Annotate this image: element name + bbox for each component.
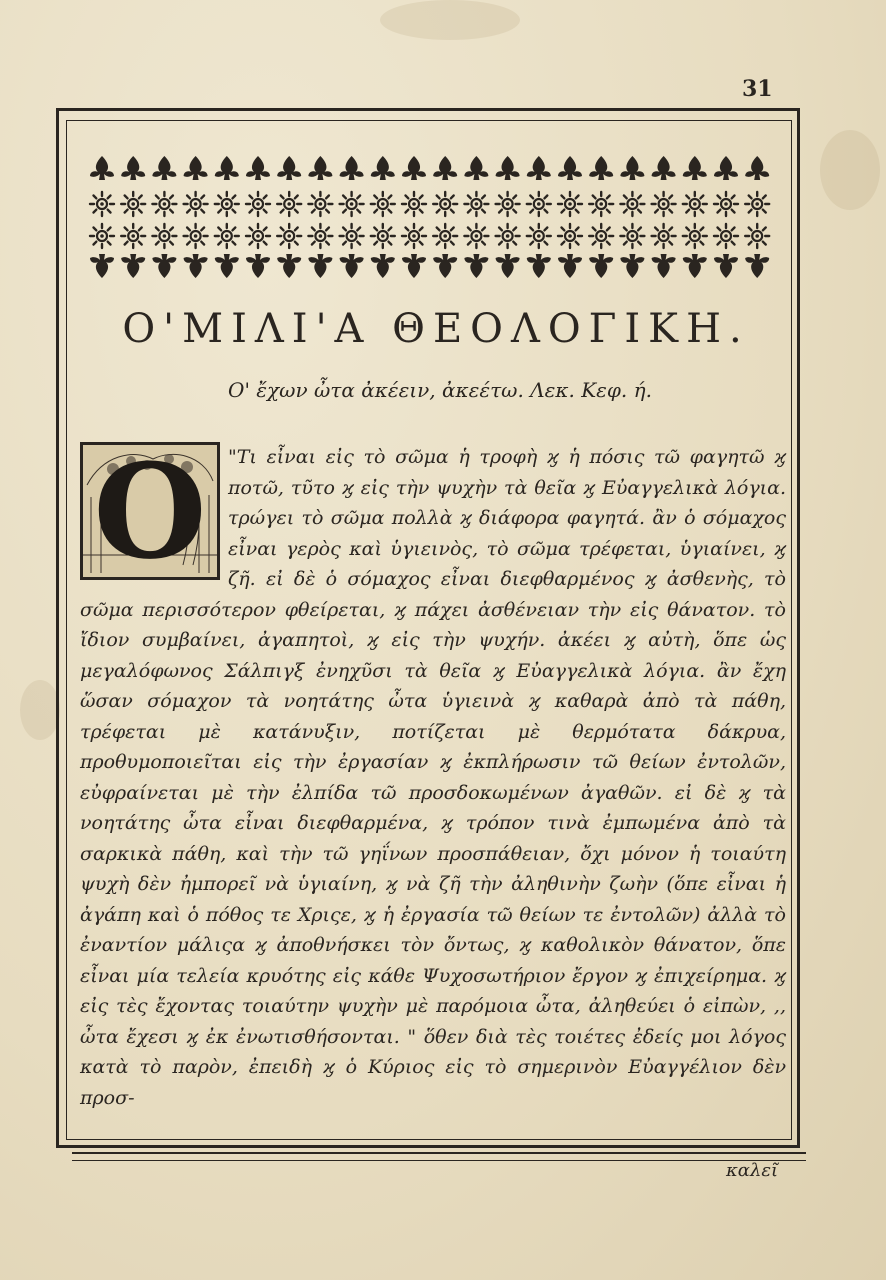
rosette-icon [246, 192, 270, 216]
rosette-icon [215, 224, 239, 248]
rosette-icon [340, 224, 364, 248]
fleuron-icon [714, 156, 738, 180]
rosette-icon [620, 192, 644, 216]
fleuron-icon [402, 156, 426, 180]
rosette-icon [496, 192, 520, 216]
rosette-icon [402, 192, 426, 216]
body-paragraph: "Τι εἶναι εἰς τὸ σῶμα ἡ τροφὴ ϗ ἡ πόσις τῶ φαγητῶ ϗ ποτῶ, τῦτο ϗ εἰς τὴν ψυχὴν τὰ θεῖα ϗ Εὐαγγελικὰ λόγια. τρώγει τὸ σῶμα πολλὰ ϗ διάφορα φαγητά. ἂν ὁ σόμαχος εἶναι γερὸς καὶ ὑγιεινὸς, τὸ σῶμα τρέφεται, ὑγιαίνει, ϗ ζῆ. εἰ δὲ ὁ σόμαχος εἶναι διεφθαρμένος ϗ ἀσθενὴς, τὸ σῶμα περισσότερον φθείρεται, ϗ πάχει ἀσθένειαν τὴν εἰς θάνατον. τὸ ἴδιον συμβαίνει, ἀγαπητοὶ, ϗ εἰς τὴν ψυχήν. ἀκέει ϗ αὐτὴ, ὅπε ὡς μεγαλόφωνος Σάλπιγξ ἐνηχῦσι τὰ θεῖα ϗ Εὐαγγελικὰ λόγια. ἂν ἔχη ὥσαν σόμαχον τὰ νοητάτης ὦτα ὑγιεινὰ ϗ καθαρὰ ἀπὸ τὰ πάθη, τρέφεται μὲ κατάνυξιν, ποτίζεται μὲ θερμότατα δάκρυα, προθυμοποιεῖται εἰς τὴν ἐργασίαν ϗ ἐκπλήρωσιν τῶ θείων ἐντολῶν, εὐφραίνεται μὲ τὴν ἐλπίδα τῶ προσδοκωμένων ἀγαθῶν. εἰ δὲ ϗ τὰ νοητάτης ὦτα εἶναι διεφθαρμένα, ϗ τρόπον τινὰ ἐμπωμένα ἀπὸ τὰ σαρκικὰ πάθη, καὶ τὴν τῶ γηΐνων προσπάθειαν, ὄχι μόνον ἡ τοιαύτη ψυχὴ δὲν ἠμπορεῖ νὰ ὑγιαίνη, ϗ νὰ ζῆ τὴν ἀληθινὴν ζωὴν (ὅπε εἶναι ἡ ἀγάπη καὶ ὁ πόθος τε Χριςε, ϗ ἡ ἐργασία τῶ θείων τε ἐντολῶν) ἀλλὰ τὸ ἐναντίον μάλιςα ϗ ἀποθνήσκει τὸν ὄντως, ϗ καθολικὸν θάνατον, ὅπε εἶναι μία τελεία κρυότης εἰς κάθε Ψυχοσωτήριον ἔργον ϗ ἐπιχείρημα. ϗ εἰς τὲς ἔχοντας τοιαύτην ψυχὴν μὲ παρόμοια ὦτα, ἀληθεύει ὁ εἰπὼν, ,, ὦτα ἔχεσι ϗ ἐκ ἐνωτισθήσονται. " ὅθεν διὰ τὲς τοιέτες ἐδείς μοι λόγος κατὰ τὸ παρὸν, ἐπειδὴ ϗ ὁ Κύριος εἰς τὸ σημερινὸν Εὐαγγέλιον δὲν προσ- [80, 446, 786, 1109]
pendant-fleuron-icon [527, 254, 551, 278]
rosette-icon [589, 192, 613, 216]
pendant-fleuron-icon [152, 254, 176, 278]
fleuron-icon [745, 156, 769, 180]
rosette-icon [340, 192, 364, 216]
pendant-fleuron-icon [340, 254, 364, 278]
rosette-icon [152, 224, 176, 248]
rosette-icon [371, 224, 395, 248]
fleuron-icon [652, 156, 676, 180]
rosette-icon [589, 224, 613, 248]
fleuron-icon [464, 156, 488, 180]
fleuron-icon [371, 156, 395, 180]
pendant-fleuron-icon [620, 254, 644, 278]
fleuron-icon [246, 156, 270, 180]
drop-cap-space [80, 442, 228, 582]
rosette-icon [184, 192, 208, 216]
pendant-fleuron-icon [464, 254, 488, 278]
rosette-icon [527, 224, 551, 248]
pendant-fleuron-icon [184, 254, 208, 278]
pendant-fleuron-icon [277, 254, 301, 278]
pendant-fleuron-icon [90, 254, 114, 278]
rosette-icon [652, 224, 676, 248]
pendant-fleuron-icon [683, 254, 707, 278]
fleuron-icon [90, 156, 114, 180]
fleuron-icon [683, 156, 707, 180]
paper-stain [380, 0, 520, 40]
fleuron-icon [527, 156, 551, 180]
page-number: 31 [742, 76, 773, 102]
rosette-icon [277, 224, 301, 248]
body-text-block [80, 442, 786, 1113]
rosette-icon [714, 192, 738, 216]
rosette-icon [496, 224, 520, 248]
fleuron-icon [558, 156, 582, 180]
pendant-fleuron-icon [121, 254, 145, 278]
drop-cap-letter: O [93, 442, 207, 580]
rosette-icon [433, 192, 457, 216]
pendant-fleuron-icon [652, 254, 676, 278]
pendant-fleuron-icon [246, 254, 270, 278]
rosette-icon [246, 224, 270, 248]
fleuron-icon [308, 156, 332, 180]
fleuron-icon [496, 156, 520, 180]
rosette-icon [308, 192, 332, 216]
rosette-icon [558, 192, 582, 216]
fleuron-icon [152, 156, 176, 180]
fleuron-icon [184, 156, 208, 180]
pendant-fleuron-icon [745, 254, 769, 278]
fleuron-icon [121, 156, 145, 180]
rosette-icon [558, 224, 582, 248]
fleuron-icon [589, 156, 613, 180]
page-subtitle: Ο' ἔχων ὦτα ἀκέειν, ἀκεέτω. Λεκ. Κεφ. ή. [228, 378, 652, 402]
page-title: Ο'ΜΙΛΙ'Α ΘΕΟΛΟΓΙΚΗ. [122, 306, 750, 352]
pendant-fleuron-icon [371, 254, 395, 278]
fleuron-icon [340, 156, 364, 180]
fleuron-icon [277, 156, 301, 180]
pendant-fleuron-icon [215, 254, 239, 278]
rosette-icon [90, 192, 114, 216]
pendant-fleuron-icon [714, 254, 738, 278]
rosette-icon [402, 224, 426, 248]
pendant-fleuron-icon [496, 254, 520, 278]
pendant-fleuron-icon [308, 254, 332, 278]
rosette-icon [464, 224, 488, 248]
rosette-icon [464, 192, 488, 216]
rosette-icon [745, 192, 769, 216]
rosette-icon [714, 224, 738, 248]
fleuron-icon [620, 156, 644, 180]
bottom-rule [72, 1152, 806, 1161]
rosette-icon [121, 224, 145, 248]
rosette-icon [433, 224, 457, 248]
pendant-fleuron-icon [589, 254, 613, 278]
rosette-icon [308, 224, 332, 248]
pendant-fleuron-icon [558, 254, 582, 278]
catchword: καλεῖ [726, 1160, 779, 1181]
rosette-icon [277, 192, 301, 216]
ornament-band [80, 152, 782, 282]
rosette-icon [527, 192, 551, 216]
rosette-icon [184, 224, 208, 248]
rosette-icon [683, 224, 707, 248]
rosette-icon [90, 224, 114, 248]
paper-stain [820, 130, 880, 210]
rosette-icon [745, 224, 769, 248]
rosette-icon [371, 192, 395, 216]
pendant-fleuron-icon [402, 254, 426, 278]
paper-stain [20, 680, 60, 740]
rosette-icon [620, 224, 644, 248]
fleuron-icon [215, 156, 239, 180]
pendant-fleuron-icon [433, 254, 457, 278]
rosette-icon [121, 192, 145, 216]
rosette-icon [683, 192, 707, 216]
rosette-icon [152, 192, 176, 216]
fleuron-icon [433, 156, 457, 180]
rosette-icon [215, 192, 239, 216]
rosette-icon [652, 192, 676, 216]
